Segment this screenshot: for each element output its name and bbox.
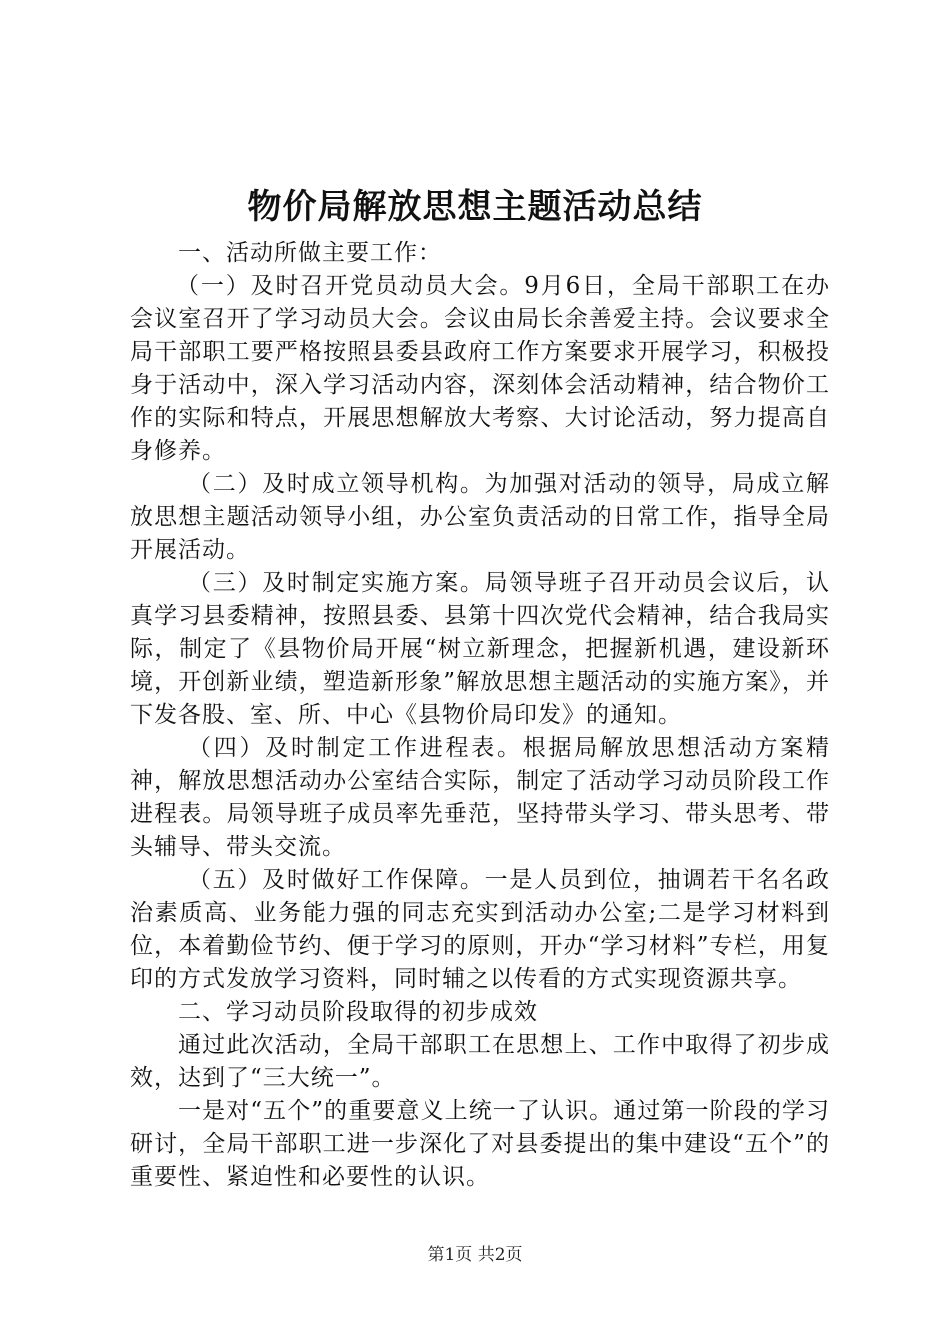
paragraph-item-2: （二）及时成立领导机构。为加强对活动的领导，局成立解放思想主题活动领导小组，办公室负责活动的日常工作，指导全局开展活动。: [130, 471, 830, 563]
paragraph-unity-1: 一是对“五个”的重要意义上统一了认识。通过第一阶段的学习研讨，全局干部职工进一步深化了对县委提出的集中建设“五个”的重要性、紧迫性和必要性的认识。: [130, 1098, 830, 1190]
section-heading-1: 一、活动所做主要工作：: [178, 240, 442, 266]
paragraph-item-5: （五）及时做好工作保障。一是人员到位，抽调若干名名政治素质高、业务能力强的同志充实到活动办公室;二是学习材料到位，本着勤俭节约、便于学习的原则，开办“学习材料”专栏，用复印的方式发放学习资料，同时辅之以传看的方式实现资源共享。: [130, 867, 830, 992]
document-body: [130, 237, 830, 1194]
document-title: 物价局解放思想主题活动总结: [247, 187, 703, 227]
section-heading-2: 二、学习动员阶段取得的初步成效: [178, 999, 538, 1025]
paragraph-results-intro: 通过此次活动，全局干部职工在思想上、工作中取得了初步成效，达到了“三大统一”。: [130, 1032, 830, 1091]
paragraph-item-1: （一）及时召开党员动员大会。9月6日，全局干部职工在办会议室召开了学习动员大会。会议由局长余善爱主持。会议要求全局干部职工要严格按照县委县政府工作方案要求开展学习，积极投身于活动中，深入学习活动内容，深刻体会活动精神，结合物价工作的实际和特点，开展思想解放大考察、大讨论活动，努力提高自身修养。: [130, 273, 830, 464]
paragraph-item-3: （三）及时制定实施方案。局领导班子召开动员会议后，认真学习县委精神，按照县委、县第十四次党代会精神，结合我局实际，制定了《县物价局开展“树立新理念，把握新机遇，建设新环境，开创新业绩，塑造新形象”解放思想主题活动的实施方案》，并下发各股、室、所、中心《县物价局印发》的通知。: [130, 570, 830, 728]
paragraph-item-4: （四）及时制定工作进程表。根据局解放思想活动方案精神，解放思想活动办公室结合实际，制定了活动学习动员阶段工作进程表。局领导班子成员率先垂范，坚持带头学习、带头思考、带头辅导、带头交流。: [130, 735, 830, 860]
page-number-footer: 第1页 共2页: [427, 1245, 523, 1265]
